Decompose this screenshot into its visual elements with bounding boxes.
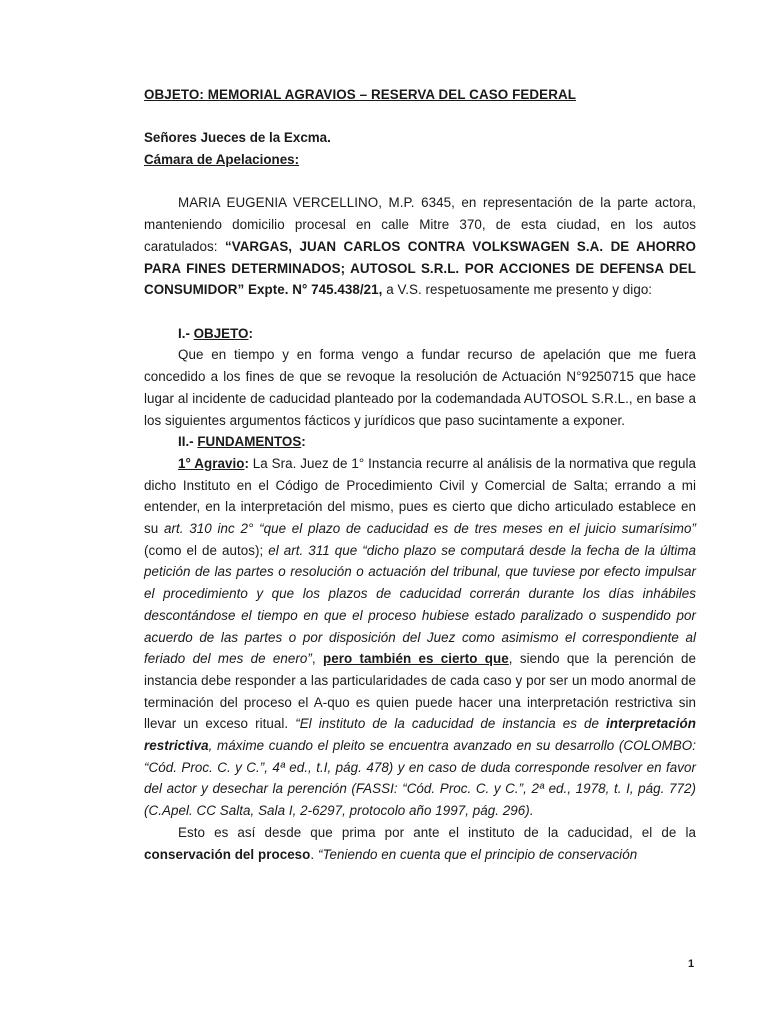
case-caption: “VARGAS, JUAN CARLOS CONTRA VOLKSWAGEN S.A. DE AHORRO PARA FINES DETERMINADOS; AUTOSOL S.R.L. POR ACCIONES DE DEFENSA DEL CONSUMIDOR” Expte. N° 745.438/21, bbox=[144, 238, 696, 298]
section-2-heading bbox=[144, 431, 696, 453]
section-1-number: I.- bbox=[178, 325, 194, 341]
intro-paragraph bbox=[144, 192, 696, 301]
section-1-title: OBJETO bbox=[193, 325, 249, 341]
agravio-1-text-2: (como el de autos); bbox=[144, 542, 269, 558]
addressee-line-1: Señores Jueces de la Excma. bbox=[144, 130, 331, 146]
section-2-number: II.- bbox=[178, 434, 198, 450]
agravio-1-text-4: , siendo que la perención de instancia debe responder a las particularidades de cada caso y por ser un modo anormal de terminación del proceso el A-quo es quien puede hacer una interpretación restrictiva sin llevar un exceso ritual. bbox=[144, 651, 697, 732]
closing-text-1: Esto es así desde que prima por ante el instituto de la caducidad, el de la bbox=[178, 824, 696, 840]
section-2-colon: : bbox=[301, 434, 306, 450]
addressee-line-2: Cámara de Apelaciones: bbox=[144, 152, 300, 168]
agravio-1-italic-4: , máxime cuando el pleito se encuentra avanzado en su desarrollo (COLOMBO: “Cód. Proc. C. y C.”, 4ª ed., t.I, pág. 478) y en caso de duda corresponde resolver en favor del actor y desechar la perención (FASSI: “Cód. Proc. C. y C.”, 2ª ed., 1978, t. I, pág. 772) (C.Apel. CC Salta, Sala I, 2-6297, protocolo año 1997, pág. 296). bbox=[144, 738, 696, 819]
agravio-1-paragraph bbox=[144, 453, 696, 822]
section-1-colon: : bbox=[248, 325, 253, 341]
closing-bold: conservación del proceso bbox=[144, 846, 311, 862]
spacer bbox=[144, 301, 696, 323]
object-title: OBJETO: MEMORIAL AGRAVIOS – RESERVA DEL CASO FEDERAL bbox=[144, 87, 577, 102]
agravio-1-italic-3: “El instituto de la caducidad de instancia es de bbox=[295, 716, 606, 732]
agravio-1-bold-italic: interpretación restrictiva bbox=[144, 716, 696, 754]
section-1-heading bbox=[144, 323, 696, 345]
spacer bbox=[144, 171, 696, 193]
agravio-1-colon: : bbox=[244, 455, 249, 471]
closing-text-2: . bbox=[310, 846, 318, 862]
agravio-1-italic-2: el art. 311 que “dicho plazo se computará desde la fecha de la última petición de las partes o resolución o actuación del tribunal, que tuviese por efecto impulsar el procedimiento y que los plazos de caducidad correrán durante los días inhábiles descontándose el tiempo en que el proceso hubiese estado paralizado o suspendido por acuerdo de las partes o por disposición del Juez como asimismo el correspondiente al feriado del mes de enero” bbox=[144, 542, 696, 667]
section-2-title: FUNDAMENTOS bbox=[197, 434, 302, 450]
closing-paragraph bbox=[144, 822, 696, 865]
page-number: 1 bbox=[688, 958, 695, 970]
document-body bbox=[144, 84, 696, 865]
agravio-1-label: 1° Agravio bbox=[178, 455, 245, 471]
intro-text-1: MARIA EUGENIA VERCELLINO, M.P. 6345, en representación de la parte actora, manteniendo domicilio procesal en calle Mitre 370, de esta ciudad, en los autos caratulados: bbox=[144, 195, 696, 254]
agravio-1-text-1: La Sra. Juez de 1° Instancia recurre al análisis de la normativa que regula dicho Instituto en el Código de Procedimiento Civil y Comercial de Salta; errando a mi entender, en la interpretación del mismo, pues es cierto que dicho articulado establece en su bbox=[144, 455, 696, 537]
agravio-1-text-3: , bbox=[311, 651, 323, 667]
section-1-paragraph: Que en tiempo y en forma vengo a fundar recurso de apelación que me fuera concedido a los fines de que se revoque la resolución de Actuación N°9250715 que hace lugar al incidente de caducidad planteado por la codemandada AUTOSOL S.R.L., en base a los siguientes argumentos fácticos y jurídicos que paso sucintamente a exponer. bbox=[144, 347, 696, 428]
agravio-1-italic-1: art. 310 inc 2° “que el plazo de caducidad es de tres meses en el juicio sumarísimo” bbox=[163, 521, 697, 537]
intro-text-2: a V.S. respetuosamente me presento y digo: bbox=[382, 282, 653, 298]
agravio-1-emphasis: pero también es cierto que bbox=[322, 651, 509, 667]
closing-italic: “Teniendo en cuenta que el principio de conservación bbox=[317, 846, 638, 862]
